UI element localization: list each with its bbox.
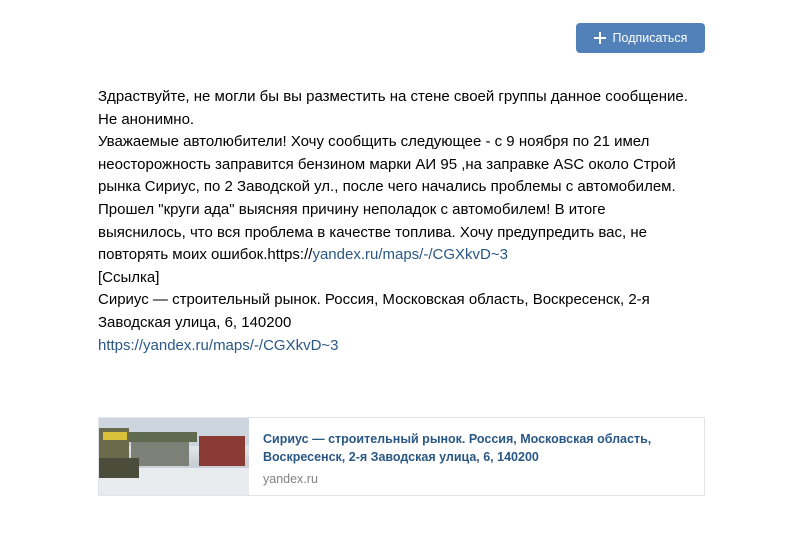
post-line [98, 244, 708, 267]
snippet-body [249, 418, 677, 495]
snippet-domain: yandex.ru [263, 472, 318, 486]
post-line: Уважаемые автолюбители! Хочу сообщить следующее - с 9 ноября по 21 имел [98, 133, 650, 151]
snippet-thumbnail-image [99, 418, 249, 495]
link-label: [Ссылка] [98, 268, 160, 286]
subscribe-button[interactable] [576, 23, 705, 53]
post-line-text: повторять моих ошибок.https:// [98, 246, 313, 264]
inline-map-link[interactable]: yandex.ru/maps/-/CGXkvD~3 [312, 246, 508, 264]
post-line: Прошел "круги ада" выясняя причину неполадок с автомобилем! В итоге [98, 200, 606, 218]
post-line: Здраствуйте, не могли бы вы разместить на стене своей группы данное сообщение. [98, 88, 688, 105]
snippet-title[interactable]: Сириус — строительный рынок. Россия, Московская область, Воскресенск, 2-я Заводская улица, 6, 140200 [263, 432, 652, 464]
post-line: выяснилось, что вся проблема в качестве топлива. Хочу предупредить вас, не [98, 223, 647, 241]
place-description: Заводская улица, 6, 140200 [98, 313, 292, 331]
place-description: Сириус — строительный рынок. Россия, Московская область, Воскресенск, 2-я [98, 291, 650, 309]
post-line: Не анонимно. [98, 110, 195, 128]
map-url-link[interactable]: https://yandex.ru/maps/-/CGXkvD~3 [98, 336, 339, 354]
post-line: неосторожность заправится бензином марки АИ 95 ,на заправке ASC около Строй [98, 155, 676, 173]
subscribe-label: Подписаться [612, 31, 688, 45]
post-text [98, 86, 708, 357]
link-snippet-card[interactable] [98, 417, 705, 496]
post-line: рынка Сириус, по 2 Заводской ул., после чего начались проблемы с автомобилем. [98, 178, 676, 196]
plus-icon [594, 32, 606, 44]
